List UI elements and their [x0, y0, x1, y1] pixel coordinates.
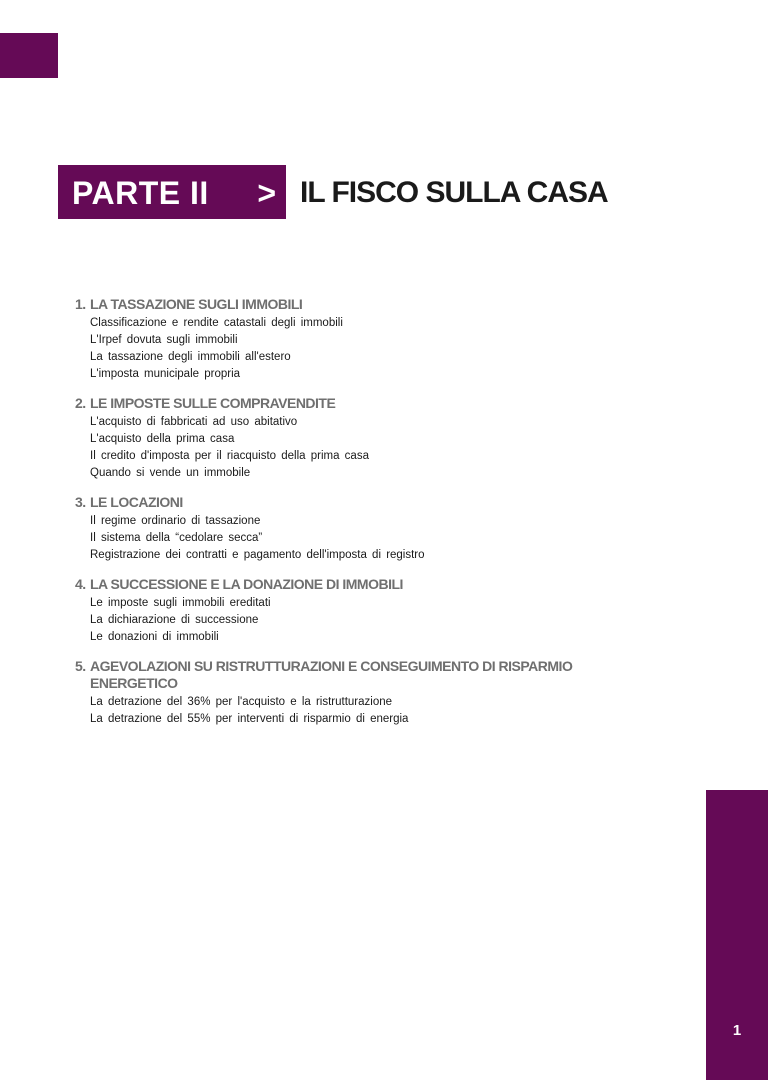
toc-item: Il regime ordinario di tassazione	[90, 515, 261, 527]
section-heading	[75, 494, 635, 511]
part-label: PARTE II	[72, 175, 209, 211]
section-title: LA TASSAZIONE SUGLI IMMOBILI	[90, 296, 303, 312]
toc-item: Registrazione dei contratti e pagamento dell'imposta di registro	[90, 549, 425, 561]
section-heading	[75, 576, 635, 593]
section-title: LA SUCCESSIONE E LA DONAZIONE DI IMMOBILI	[90, 576, 403, 592]
table-of-contents	[75, 296, 635, 740]
title-arrow: >	[257, 175, 276, 211]
section-heading	[75, 296, 635, 313]
corner-decoration	[0, 33, 58, 78]
section-items	[90, 315, 635, 383]
section-number: 1.	[75, 296, 86, 312]
toc-item: Le imposte sugli immobili ereditati	[90, 597, 271, 609]
section-title: LE IMPOSTE SULLE COMPRAVENDITE	[90, 395, 336, 411]
toc-section-1	[75, 296, 635, 383]
toc-item: La dichiarazione di successione	[90, 614, 259, 626]
toc-section-2	[75, 395, 635, 482]
part-title-box	[58, 165, 286, 219]
section-title: LE LOCAZIONI	[90, 494, 183, 510]
section-items	[90, 414, 635, 482]
section-title: AGEVOLAZIONI SU RISTRUTTURAZIONI E CONSEGUIMENTO DI RISPARMIO ENERGETICO	[90, 658, 573, 691]
section-items	[90, 513, 635, 564]
toc-item: Il sistema della “cedolare secca”	[90, 532, 263, 544]
toc-item: Classificazione e rendite catastali degli immobili	[90, 317, 343, 329]
toc-item: La detrazione del 36% per l'acquisto e la ristrutturazione	[90, 696, 393, 708]
toc-item: L'acquisto della prima casa	[90, 433, 235, 445]
toc-item: Le donazioni di immobili	[90, 631, 219, 643]
toc-section-3	[75, 494, 635, 564]
section-number: 2.	[75, 395, 86, 411]
section-heading	[75, 395, 635, 412]
page-title: IL FISCO SULLA CASA	[300, 176, 608, 209]
toc-section-4	[75, 576, 635, 646]
section-number: 4.	[75, 576, 86, 592]
toc-item: L'imposta municipale propria	[90, 368, 241, 380]
section-items	[90, 694, 635, 728]
page-number: 1	[732, 1022, 742, 1039]
section-heading	[75, 658, 635, 692]
toc-item: L'Irpef dovuta sugli immobili	[90, 334, 238, 346]
toc-item: Il credito d'imposta per il riacquisto della prima casa	[90, 450, 369, 462]
toc-item: L'acquisto di fabbricati ad uso abitativo	[90, 416, 298, 428]
section-number: 5.	[75, 658, 86, 674]
toc-item: La tassazione degli immobili all'estero	[90, 351, 291, 363]
toc-section-5	[75, 658, 635, 728]
section-items	[90, 595, 635, 646]
section-number: 3.	[75, 494, 86, 510]
toc-item: Quando si vende un immobile	[90, 467, 251, 479]
toc-item: La detrazione del 55% per interventi di risparmio di energia	[90, 713, 409, 725]
